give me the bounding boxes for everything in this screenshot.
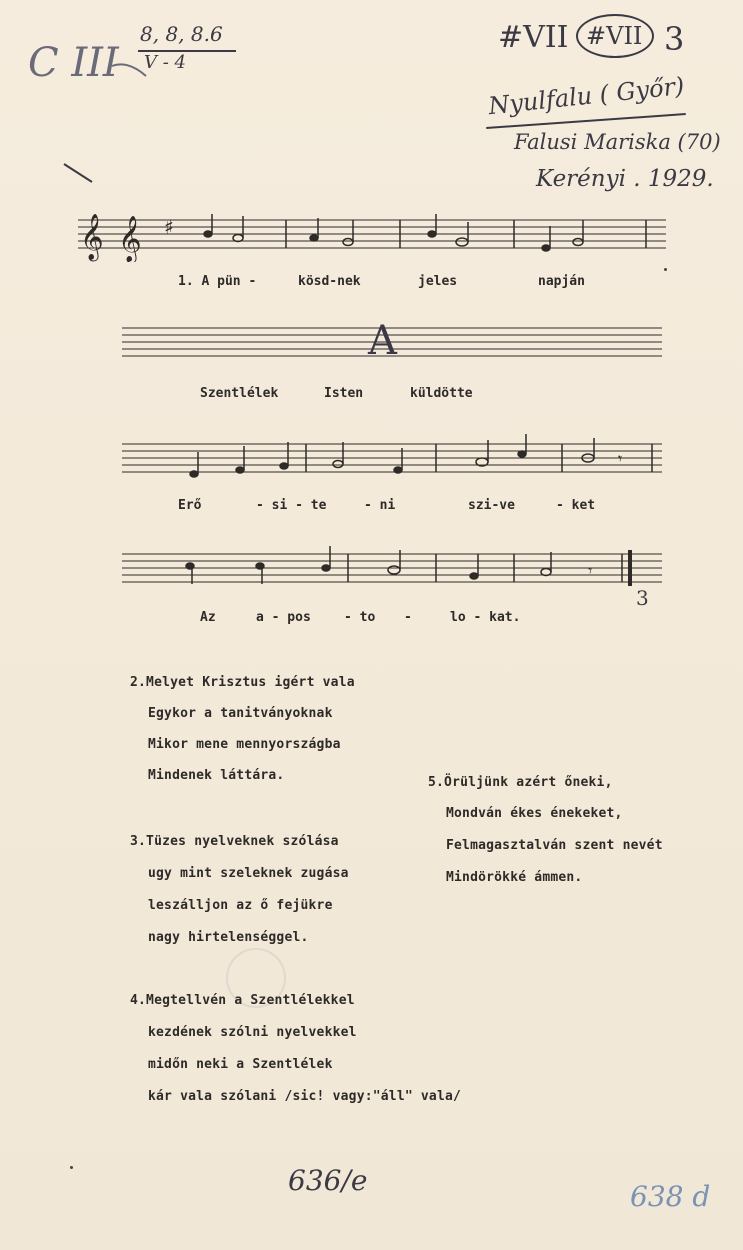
svg-text:𝄞: 𝄞 xyxy=(118,216,142,262)
verse-4-line-4: kár vala szólani /sic! vagy:"áll" vala/ xyxy=(148,1089,462,1104)
catalog-number-a: #VII xyxy=(498,20,569,55)
verse-5-line-2: Mondván ékes énekeket, xyxy=(446,806,623,821)
svg-text:𝄞: 𝄞 xyxy=(80,214,104,260)
footer-dot xyxy=(70,1166,73,1169)
page-number: 3 xyxy=(664,20,685,58)
verse-2-line-1: 2.Melyet Krisztus igért vala xyxy=(130,675,355,690)
verse-3-line-3: leszálljon az ő fejükre xyxy=(148,898,333,913)
tick-stroke-icon xyxy=(62,160,96,186)
archive-number-blue: 638 d xyxy=(630,1180,711,1213)
place-name: Nyulfalu ( Győr) xyxy=(487,71,686,121)
music-staff-3 xyxy=(122,434,662,484)
verse-4-line-2: kezdének szólni nyelvekkel xyxy=(148,1025,357,1040)
staff-2-lyric-2: Isten xyxy=(324,386,364,401)
staff-2-lyric-3: küldötte xyxy=(410,386,473,401)
verse-4-line-1: 4.Megtellvén a Szentlélekkel xyxy=(130,993,355,1008)
staff-1-lyric-1: 1. A pün - xyxy=(178,274,257,289)
staff-2-letter: A xyxy=(368,318,397,364)
verse-3-line-2: ugy mint szeleknek zugása xyxy=(148,866,349,881)
repeat-mark: 3 xyxy=(636,586,649,610)
verse-5-line-1: 5.Örüljünk azért őneki, xyxy=(428,775,613,790)
margin-dot xyxy=(664,268,667,271)
staff-3-lyric-5: - ket xyxy=(556,498,596,513)
verse-5-line-3: Felmagasztalván szent nevét xyxy=(446,838,663,853)
svg-text:𝄾: 𝄾 xyxy=(618,449,623,468)
svg-text:♯: ♯ xyxy=(164,215,174,239)
catalog-number-b: #VII xyxy=(586,22,643,50)
classification-mark: C III xyxy=(28,40,119,86)
archive-number: 636/e xyxy=(288,1164,368,1197)
svg-text:𝄾: 𝄾 xyxy=(588,561,593,580)
staff-1-lyric-3: jeles xyxy=(418,274,458,289)
verse-4-line-3: midőn neki a Szentlélek xyxy=(148,1057,333,1072)
staff-4-lyric-5: lo - kat. xyxy=(450,610,521,625)
staff-3-lyric-4: szi-ve xyxy=(468,498,515,513)
staff-4-lyric-2: a - pos xyxy=(256,610,311,625)
staff-4-lyric-4: - xyxy=(404,610,412,625)
music-staff-1 xyxy=(78,212,666,262)
verse-3-line-4: nagy hirtelenséggel. xyxy=(148,930,309,945)
meter-fraction-bottom: V - 4 xyxy=(144,52,186,73)
staff-4-lyric-3: - to xyxy=(344,610,376,625)
staff-3-lyric-1: Erő xyxy=(178,498,202,513)
verse-2-line-4: Mindenek láttára. xyxy=(148,768,285,783)
staff-3-lyric-2: - si - te xyxy=(256,498,327,513)
verse-5-line-4: Mindörökké ámmen. xyxy=(446,870,583,885)
music-staff-4 xyxy=(122,546,662,602)
staff-1-lyric-4: napján xyxy=(538,274,585,289)
staff-3-lyric-3: - ni xyxy=(364,498,396,513)
meter-fraction-top: 8, 8, 8.6 xyxy=(140,22,223,46)
singer-name: Falusi Mariska (70) xyxy=(514,130,721,154)
verse-2-line-2: Egykor a tanitványoknak xyxy=(148,706,333,721)
collector-date: Kerényi . 1929. xyxy=(536,166,714,192)
verse-3-line-1: 3.Tüzes nyelveknek szólása xyxy=(130,834,339,849)
dash-stroke-icon xyxy=(110,58,150,80)
staff-2-lyric-1: Szentlélek xyxy=(200,386,279,401)
staff-1-lyric-2: kösd-nek xyxy=(298,274,361,289)
verse-2-line-3: Mikor mene mennyországba xyxy=(148,737,341,752)
staff-4-lyric-1: Az xyxy=(200,610,216,625)
